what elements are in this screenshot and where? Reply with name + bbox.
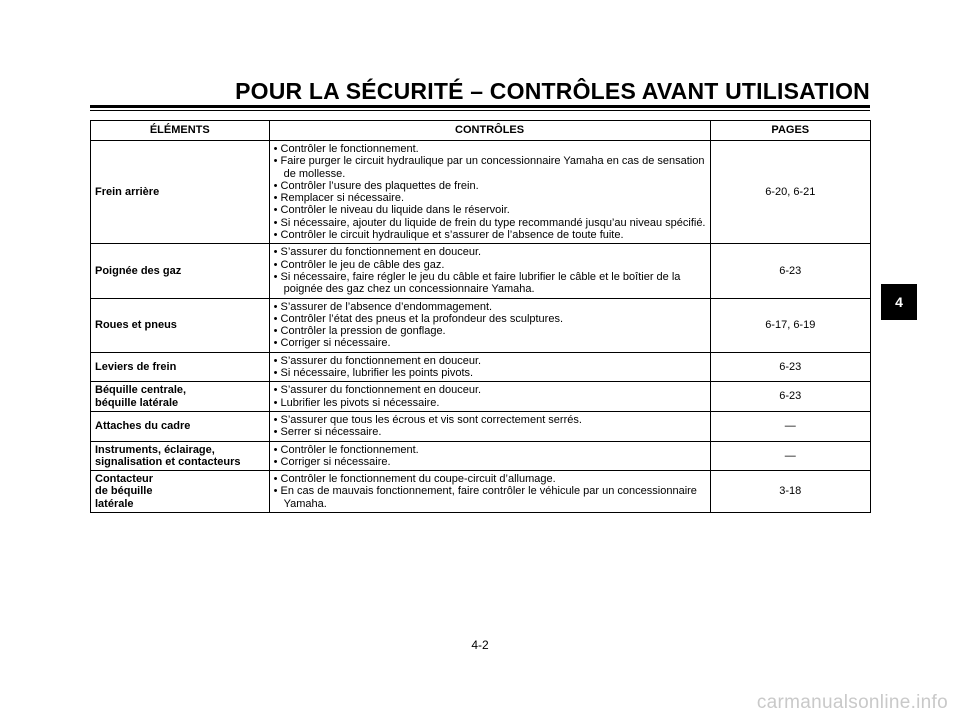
control-item: • Si nécessaire, ajouter du liquide de frein du type recommandé jusqu’au niveau spécifié. bbox=[274, 217, 706, 229]
control-item: • S’assurer du fonctionnement en douceur. bbox=[274, 355, 706, 367]
control-item: • S’assurer que tous les écrous et vis sont correctement serrés. bbox=[274, 414, 706, 426]
control-item: • Contrôler l’usure des plaquettes de frein. bbox=[274, 180, 706, 192]
control-item: • Remplacer si nécessaire. bbox=[274, 192, 706, 204]
row-controls bbox=[269, 352, 710, 382]
row-pages: 6-23 bbox=[710, 244, 870, 298]
control-item: • Contrôler le fonctionnement du coupe-circuit d’allumage. bbox=[274, 473, 706, 485]
row-pages: 6-17, 6-19 bbox=[710, 298, 870, 352]
control-item: • Contrôler le circuit hydraulique et s’assurer de l’absence de toute fuite. bbox=[274, 229, 706, 241]
chapter-tab: 4 bbox=[881, 284, 917, 320]
row-element: Roues et pneus bbox=[91, 298, 270, 352]
table-row bbox=[91, 471, 871, 513]
row-pages: — bbox=[710, 411, 870, 441]
row-pages: 6-23 bbox=[710, 352, 870, 382]
row-controls bbox=[269, 298, 710, 352]
row-pages: 6-23 bbox=[710, 382, 870, 412]
watermark: carmanualsonline.info bbox=[756, 692, 948, 713]
column-header-controles: CONTRÔLES bbox=[269, 121, 710, 141]
control-item: • Si nécessaire, faire régler le jeu du câble et faire lubrifier le câble et le boîtier de la poignée des gaz chez un concessionnaire Yamaha. bbox=[274, 271, 706, 296]
control-item: • S’assurer de l’absence d’endommagement. bbox=[274, 301, 706, 313]
table-row bbox=[91, 382, 871, 412]
page-number: 4-2 bbox=[471, 638, 489, 652]
row-controls bbox=[269, 441, 710, 471]
title-rule bbox=[90, 105, 870, 108]
control-item: • S’assurer du fonctionnement en douceur. bbox=[274, 384, 706, 396]
control-item: • Contrôler le niveau du liquide dans le réservoir. bbox=[274, 204, 706, 216]
row-element: Attaches du cadre bbox=[91, 411, 270, 441]
table-row bbox=[91, 411, 871, 441]
table-row bbox=[91, 298, 871, 352]
table-header-row bbox=[91, 121, 871, 141]
column-header-pages: PAGES bbox=[710, 121, 870, 141]
row-element: Contacteur de béquille latérale bbox=[91, 471, 270, 513]
row-pages: 3-18 bbox=[710, 471, 870, 513]
control-item: • Contrôler le fonctionnement. bbox=[274, 444, 706, 456]
control-item: • Contrôler le fonctionnement. bbox=[274, 143, 706, 155]
row-controls bbox=[269, 244, 710, 298]
control-item: • En cas de mauvais fonctionnement, faire contrôler le véhicule par un concessionnaire Yamaha. bbox=[274, 485, 706, 510]
row-controls bbox=[269, 471, 710, 513]
control-item: • Contrôler le jeu de câble des gaz. bbox=[274, 259, 706, 271]
row-controls bbox=[269, 141, 710, 244]
row-element: Poignée des gaz bbox=[91, 244, 270, 298]
control-item: • Faire purger le circuit hydraulique par un concessionnaire Yamaha en cas de sensation de mollesse. bbox=[274, 155, 706, 180]
row-controls bbox=[269, 411, 710, 441]
control-item: • Serrer si nécessaire. bbox=[274, 426, 706, 438]
table-row bbox=[91, 352, 871, 382]
page-title: POUR LA SÉCURITÉ – CONTRÔLES AVANT UTILISATION bbox=[235, 78, 870, 104]
row-element: Instruments, éclairage, signalisation et contacteurs bbox=[91, 441, 270, 471]
table-row bbox=[91, 141, 871, 244]
row-pages: 6-20, 6-21 bbox=[710, 141, 870, 244]
row-element: Frein arrière bbox=[91, 141, 270, 244]
control-item: • S’assurer du fonctionnement en douceur. bbox=[274, 246, 706, 258]
control-item: • Lubrifier les pivots si nécessaire. bbox=[274, 397, 706, 409]
control-item: • Contrôler la pression de gonflage. bbox=[274, 325, 706, 337]
row-element: Leviers de frein bbox=[91, 352, 270, 382]
title-rule-thin bbox=[90, 110, 870, 111]
checks-table bbox=[90, 120, 871, 513]
row-pages: — bbox=[710, 441, 870, 471]
table-row bbox=[91, 244, 871, 298]
control-item: • Corriger si nécessaire. bbox=[274, 456, 706, 468]
control-item: • Si nécessaire, lubrifier les points pivots. bbox=[274, 367, 706, 379]
control-item: • Corriger si nécessaire. bbox=[274, 337, 706, 349]
control-item: • Contrôler l’état des pneus et la profondeur des sculptures. bbox=[274, 313, 706, 325]
row-element: Béquille centrale, béquille latérale bbox=[91, 382, 270, 412]
table-row bbox=[91, 441, 871, 471]
column-header-elements: ÉLÉMENTS bbox=[91, 121, 270, 141]
row-controls bbox=[269, 382, 710, 412]
